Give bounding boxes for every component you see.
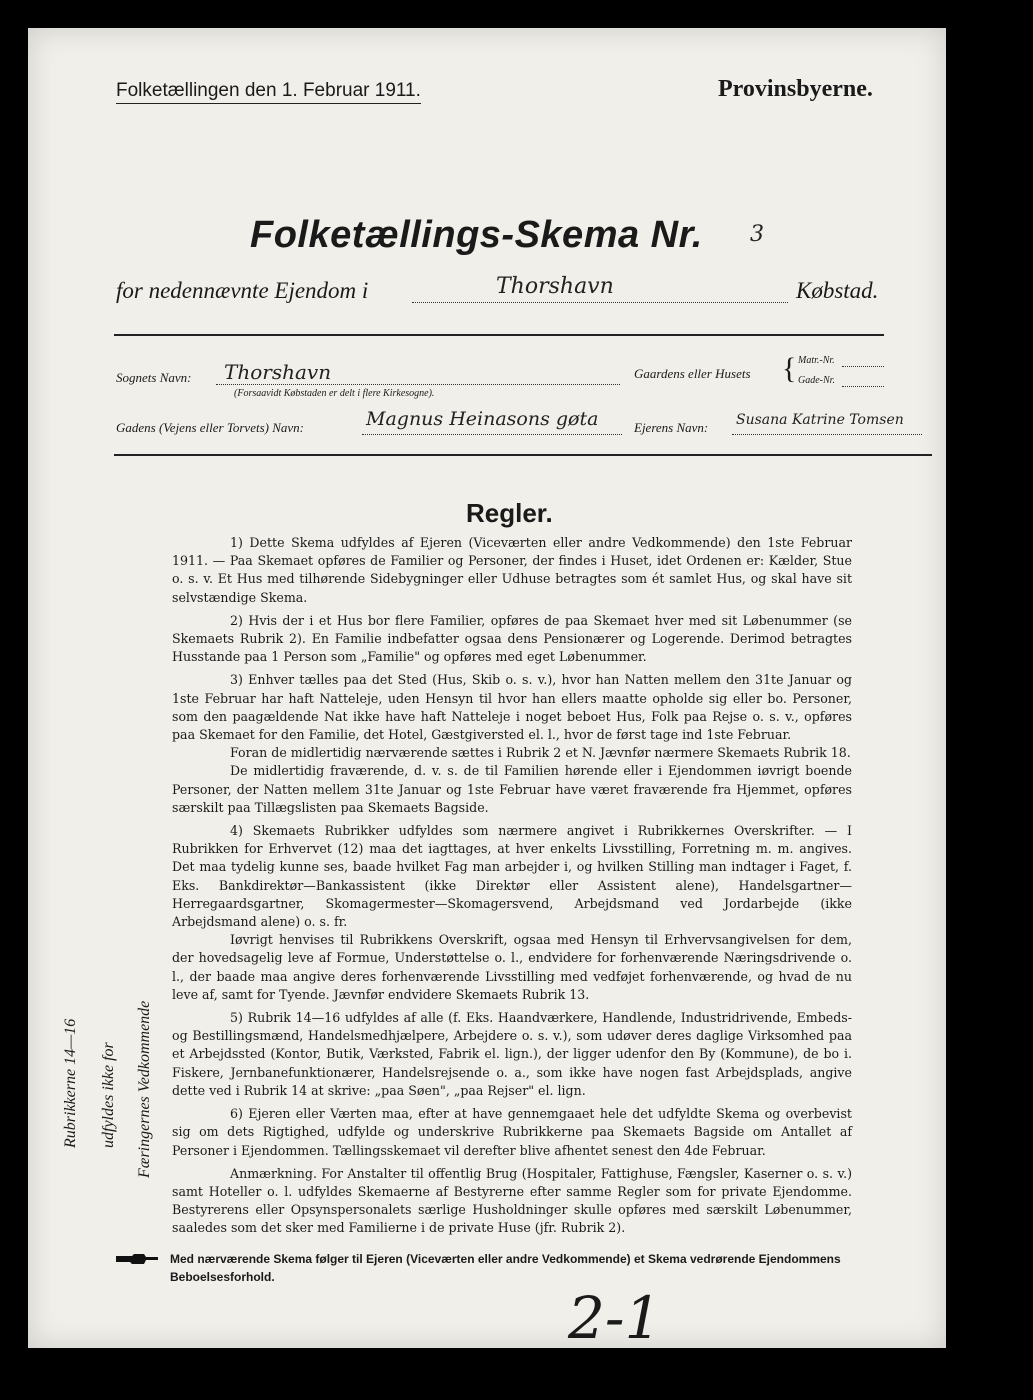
census-form-page [28,28,946,1352]
rule-3-foran: Foran de midlertidig nærværende sættes i Rubrik 2 et N. Jævnfør nærmere Skemaets Rubrik 18. [230,745,851,761]
divider-bottom [114,454,932,456]
rule-3-fravaerende: De midlertidig fraværende, d. v. s. de til Familien hørende eller i Ejendommen iøvrigt boende Personer, der Natten mellem 31te Januar og 1ste Februar have været fraværende fra Hjemmet, opføres særskilt paa Tillægslisten paa Skemaets Bagside. [172,763,852,815]
owner-label: Ejerens Navn: [634,420,709,435]
footer-note: Med nærværende Skema følger til Ejeren (Viceværten eller andre Vedkommende) et Skema vedrørende Ejendommens Beboelsesforhold. [170,1252,841,1284]
parish-field-line [216,384,620,385]
parish-label: Sognets Navn: [116,370,192,385]
handwritten-sheet-number: 2-1 [568,1284,662,1352]
margin-note-line-2: udfyldes ikke for [100,1042,117,1148]
form-title: Folketællings-Skema Nr. [250,214,703,256]
rule-1: 1) Dette Skema udfyldes af Ejeren (Viceværten eller andre Vedkommende) den 1ste Februar 1911. — Paa Skemaet opføres de Familier og Personer, der findes i Huset, idet Ordenen er: Kælder, Stue o. s. v. Et Hus med tilhørende Sidebygninger eller Udhuse betragtes som ét samlet Hus, og skal have sit selvstændige Skema. [172,535,852,605]
census-date-header: Folketællingen den 1. Februar 1911. [116,80,421,104]
rule-2: 2) Hvis der i et Hus bor flere Familier, opføres de paa Skemaet hver med sit Løbenummer (se Skemaets Rubrik 2). En Familie indbefatter ogsaa dens Pensionærer og Logerende. Derimod betragtes Husstande paa 1 Person som „Familie" og opføres med eget Løbenummer. [172,612,852,665]
farm-label: Gaardens eller Husets [634,366,751,381]
street-value: Magnus Heinasons gøta [366,408,599,430]
street-field-line [362,434,622,435]
street-label: Gadens (Vejens eller Torvets) Navn: [116,420,304,435]
rules-heading: Regler. [466,498,553,528]
rule-5: 5) Rubrik 14—16 udfyldes af alle (f. Eks. Haandværkere, Handlende, Industridrivende, Embeds- og Bestillingsmænd, Handelsmedhjælpere, Arbejdere o. s. v.), som udøver deres daglige Virksomhed paa et Arbejdssted (Kontor, Butik, Værksted, Fabrik el. lign.), der ligger udenfor den By (Kommune), de bo i. Fiskere, Jernbanefunktionærer, Handelsrejsende o. a., som ikke have nogen fast Arbejdsplads, angive dette ved i Rubrik 14 at skrive: „paa Søen", „paa Rejser" el. lign. [172,1010,852,1098]
pointing-hand-icon [114,1252,160,1266]
rule-4: 4) Skemaets Rubrikker udfyldes som nærmere angivet i Rubrikkernes Overskrifter. — I Rubrikken for Erhvervet (12) maa det iagttages, at hver enkelts Livsstilling, Forretning m. m. angives. Det maa tydelig kunne ses, baade hvilket Fag man arbejder i, og hvilken Stilling man indtager i Faget, f. Eks. Bankdirektør—Bankassistent (ikke Direktør eller Assistent alene), Handelsgartner—Herregaardsgartner, Skomagermester—Skomagersvend, Arbejdsmand ved Jordarbejde (ikke Arbejdsmand alene) o. s. fr. [172,823,852,930]
owner-field-line [732,434,922,435]
rule-anmaerkning: Anmærkning. For Anstalter til offentlig Brug (Hospitaler, Fattighuse, Fængsler, Kaserner o. s. v.) samt Hoteller o. l. udfyldes Skemaerne af Bestyrerne efter samme Regler som for private Ejendomme. Bestyrerens eller Opsynspersonalets særlige Husholdninger skulle opføres med særskilt Løbenummer, saaledes som det sker med Familierne i de private Huse (jfr. Rubrik 2). [172,1165,852,1236]
matr-field-line [842,366,884,367]
rule-4-iovrigt: Iøvrigt henvises til Rubrikkens Overskrift, ogsaa med Hensyn til Erhvervsangivelsen for dem, der hovedsagelig leve af Formue, Understøttelse o. l., endvidere for forhenværende Næringsdrivende o. l., der baade maa angive deres forhenværende Livsstilling med vedføjet forhenværende, og hvad de nu leve af, samt for Tyende. Jævnfør endvidere Skemaets Rubrik 13. [172,932,852,1002]
rule-6: 6) Ejeren eller Værten maa, efter at have gennemgaaet hele det udfyldte Skema og overbevist sig om dets Rigtighed, udfylde og underskrive Rubrikkerne paa Skemaets Bagside om Antallet af Personer i Ejendommen. Tællingsskemaet vil derefter blive afhentet senest den 4de Februar. [172,1106,852,1158]
form-number: 3 [750,222,764,247]
margin-note-line-3: Færingernes Vedkommende [136,1000,153,1178]
parish-note: (Forsaavidt Købstaden er delt i flere Kirkesogne). [234,388,435,399]
town-value: Thorshavn [496,274,614,299]
property-prefix: for nedennævnte Ejendom i [116,278,369,303]
parish-value: Thorshavn [224,360,332,384]
gade-label: Gade-Nr. [798,375,835,386]
property-suffix: Købstad. [796,278,879,303]
matr-label: Matr.-Nr. [798,355,835,366]
margin-note-line-1: Rubrikkerne 14—16 [62,1018,79,1148]
town-field-line [412,302,788,303]
gade-field-line [842,386,884,387]
owner-value: Susana Katrine Tomsen [736,412,904,428]
rules-body [172,534,852,1238]
divider-top [114,334,884,336]
farm-brace: { [782,352,797,385]
region-header: Provinsbyerne. [718,76,873,102]
rule-3: 3) Enhver tælles paa det Sted (Hus, Skib o. s. v.), hvor han Natten mellem den 31te Januar og 1ste Februar har haft Natteleje, uden Hensyn til hvor han ellers maatte opholde sig eller bo. Personer, som den paagældende Nat ikke have haft Natteleje i noget beboet Hus, Folk paa Rejse o. s. v., opføres paa Skemaet for den Familie, det Hotel, Gæstgiversted el. l., hvor de først tage ind 1ste Februar. [172,672,852,743]
